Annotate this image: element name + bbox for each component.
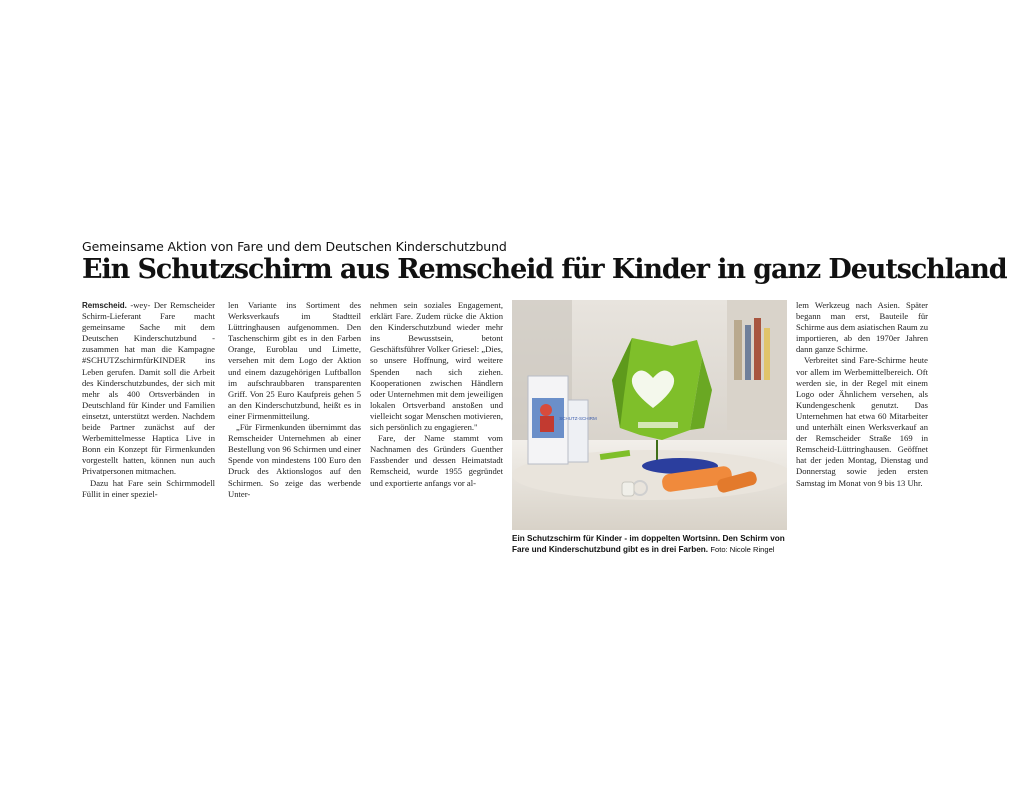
umbrella-photo [512, 300, 787, 530]
paragraph: nehmen sein soziales Engagement, erklärt Fare. Zudem rücke die Aktion den Kinderschutzbund wieder mehr ins Bewusstsein, betont Geschäftsführer Volker Griesel: „Dies, so unsere Hoffnung, wird weitere Spenden nach sich ziehen. Kooperationen zwischen Händlern oder Unternehmen mit dem jeweiligen lokalen Ortsverband anstoßen und vielleicht sogar Menschen motivieren, sich persönlich zu engagieren." [370, 300, 503, 433]
paragraph: lem Werkzeug nach Asien. Später begann man erst, Bauteile für Schirme aus dem asiatischen Raum zu importieren, ab den 1970er Jahren dann ganze Schirme. [796, 300, 928, 355]
article-headline: Ein Schutzschirm aus Remscheid für Kinder in ganz Deutschland [82, 254, 1007, 285]
photo-credit: Foto: Nicole Ringel [710, 544, 775, 554]
box-label: SCHUTZ-SCHIRM [559, 416, 597, 421]
photo-caption [512, 534, 788, 555]
paragraph: Verbreitet sind Fare-Schirme heute vor allem im Werbemittelbereich. Oft werden sie, in der Regel mit einem Logo oder Ähnlichem versehen, als Kundengeschenk genutzt. Das Unternehmen hat etwa 60 Mitarbeiter und unterhält einen Werksverkauf an der Remscheider Straße 169 in Remscheid-Lüttringhausen. Geöffnet hat der jeden Montag, Dienstag und Donnerstag sowie jeden ersten Samstag im Monat von 9 bis 13 Uhr. [796, 355, 928, 488]
paragraph: len Variante ins Sortiment des Werksverkaufs im Stadtteil Lüttringhausen aufgenommen. Den Taschenschirm gibt es in den Farben Orange, Euroblau und Limette, versehen mit dem Logo der Aktion und einem dazugehörigen Luftballon im aufschraubbaren transparenten Griff. Von 25 Euro Kaufpreis gehen 5 an den Kinderschutzbund, heißt es in einer Firmenmitteilung. [228, 300, 361, 421]
paragraph: Remscheid. -wey- Der Remscheider Schirm-Lieferant Fare macht gemeinsame Sache mit dem Deutschen Kinderschutzbund - zusammen hat man die Kampagne #SCHUTZschirmfürKINDER ins Leben gerufen. Damit soll die Arbeit des Kinderschutzbundes, der sich mit mehr als 400 Ortsverbänden in Deutschland für Kinder und Familien einsetzt, unterstützt werden. Nachdem beide Partner zunächst auf der Werbemittelmesse Haptica Live in Bonn ein Konzept für Firmenkunden vorgestellt hatten, können nun auch Privatpersonen mitmachen. [82, 300, 215, 477]
article-column-4 [796, 300, 928, 489]
paragraph: Dazu hat Fare sein Schirmmodell Füllit in einer speziel- [82, 477, 215, 499]
paragraph: „Für Firmenkunden übernimmt das Remscheider Unternehmen ab einer Bestellung von 96 Schirmen und einer Spende von mindestens 100 Euro den Druck des Aktionslogos auf den Schirmen. So zeige das werbende Unter- [228, 422, 361, 499]
article-kicker: Gemeinsame Aktion von Fare und dem Deutschen Kinderschutzbund [82, 239, 507, 254]
paragraph: Fare, der Name stammt vom Nachnamen des Gründers Guenther Fassbender und dessen Heimatstadt Remscheid, wurde 1955 gegründet und exportierte anfangs vor al- [370, 433, 503, 488]
article-column-1 [82, 300, 215, 500]
article-photo [512, 300, 787, 530]
caption-text: Ein Schutzschirm für Kinder - im doppelten Wortsinn. Den Schirm von Fare und Kinderschutzbund gibt es in drei Farben. [512, 534, 785, 554]
article-column-3 [370, 300, 503, 489]
article-column-2 [228, 300, 361, 500]
dateline: Remscheid. [82, 301, 127, 310]
